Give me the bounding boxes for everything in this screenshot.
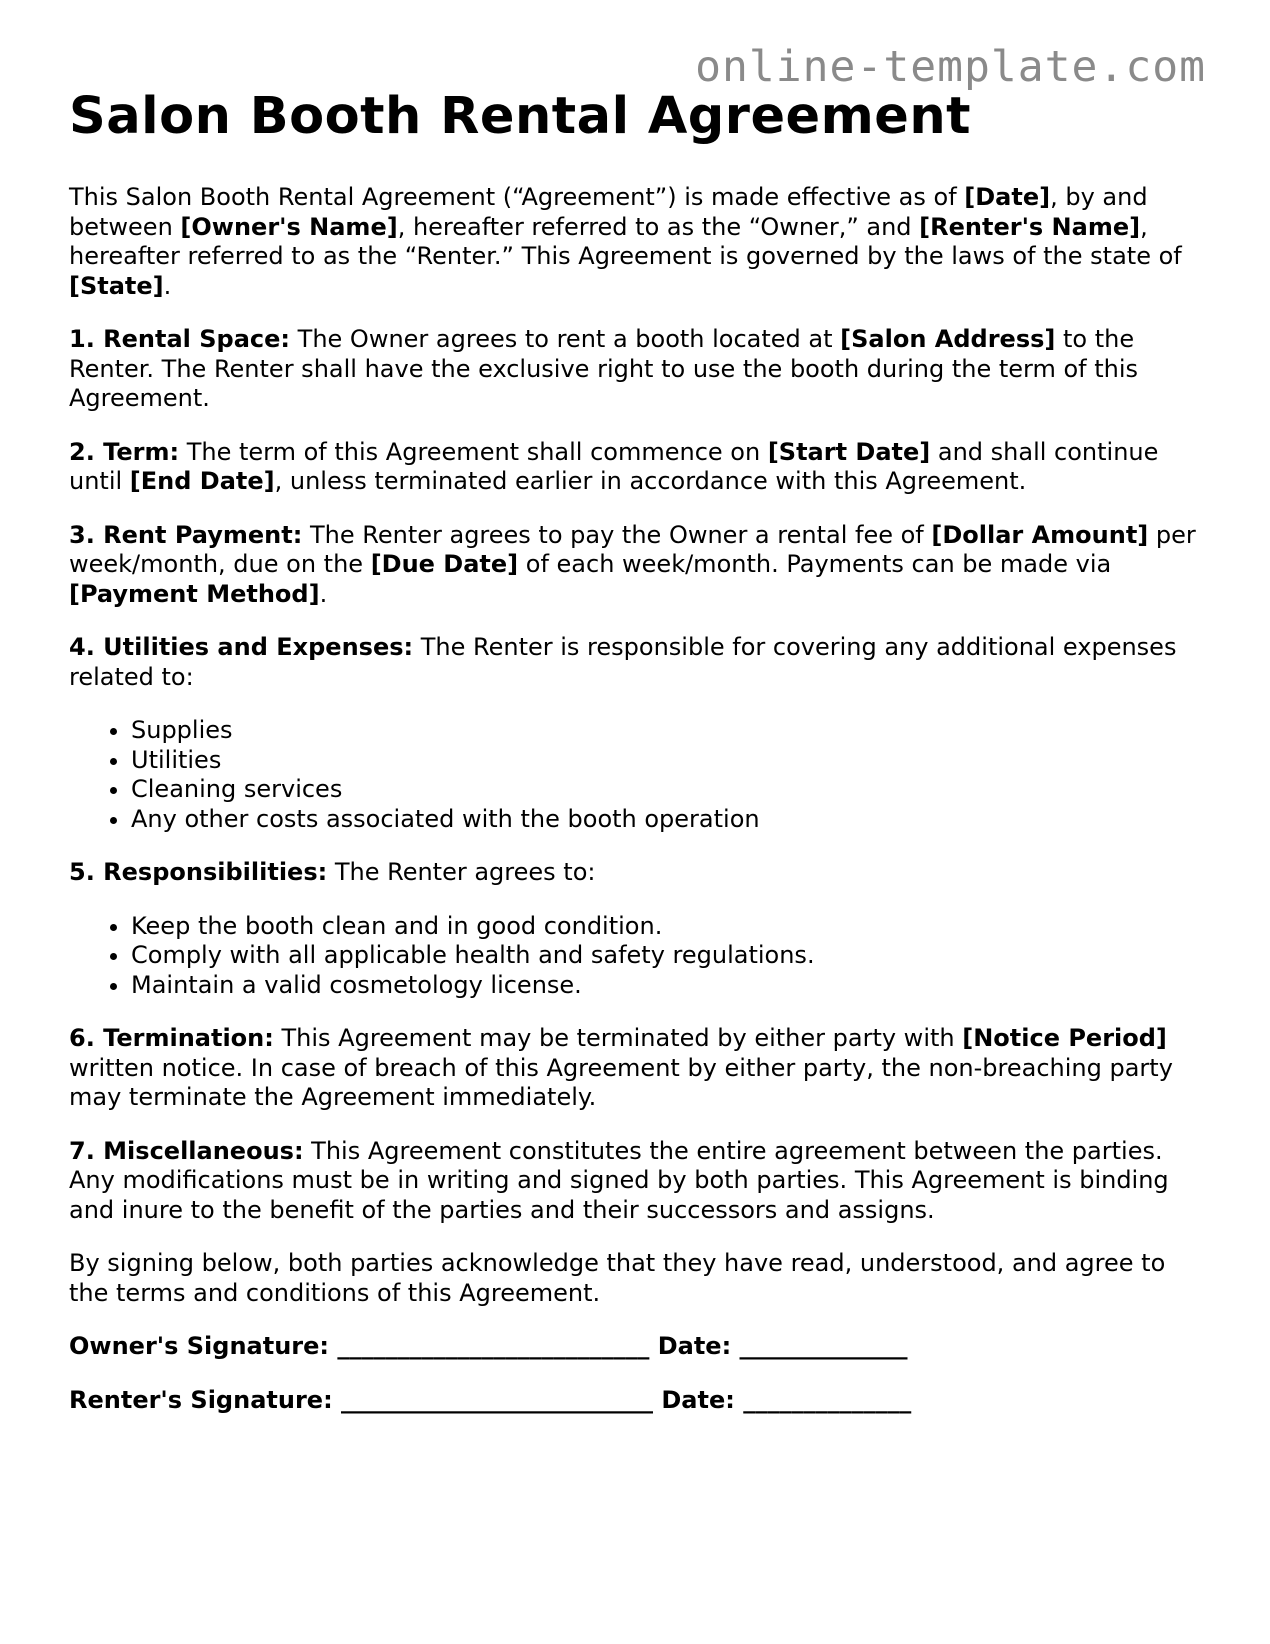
watermark: online-template.com	[695, 42, 1206, 92]
section-heading: 3. Rent Payment:	[69, 520, 303, 549]
end-date-placeholder: [End Date]	[129, 467, 275, 495]
list-item: • Comply with all applicable health and safety regulations.	[131, 941, 1209, 971]
list-item: • Maintain a valid cosmetology license.	[131, 971, 1209, 1001]
list-item: • Supplies	[131, 716, 1209, 746]
document	[69, 86, 1209, 1439]
page-title: Salon Booth Rental Agreement	[69, 87, 972, 146]
date-placeholder: [Date]	[964, 183, 1051, 211]
state-placeholder: [State]	[69, 271, 164, 300]
section-rent-payment: 3. Rent Payment: The Renter agrees to pay the Owner a rental fee of [Dollar Amount] per week/month, due on the [Due Date] of each week/month. Payments can be made via [Payment Method].	[69, 520, 1196, 608]
section-rental-space: 1. Rental Space: The Owner agrees to rent a booth located at [Salon Address] to the Renter. The Renter shall have the exclusive right to use the booth during the term of this Agreement.	[69, 325, 1139, 412]
section-heading: 4. Utilities and Expenses:	[69, 633, 414, 661]
payment-method-placeholder: [Payment Method]	[69, 579, 320, 608]
renter-name-placeholder: [Renter's Name]	[919, 212, 1141, 241]
salon-address-placeholder: [Salon Address]	[840, 325, 1056, 353]
due-date-placeholder: [Due Date]	[370, 550, 519, 578]
section-heading: 7. Miscellaneous:	[69, 1136, 304, 1165]
section-heading: 5. Responsibilities:	[69, 858, 328, 886]
section-heading: 2. Term:	[69, 437, 180, 466]
responsibilities-list	[69, 912, 1209, 1001]
list-item: • Keep the booth clean and in good condition.	[131, 912, 1209, 942]
notice-period-placeholder: [Notice Period]	[962, 1024, 1167, 1052]
intro-paragraph: This Salon Booth Rental Agreement (“Agreement”) is made effective as of [Date], by and between [Owner's Name], hereafter referred to as the “Owner,” and [Renter's Name], hereafter referred to as the “Renter.” This Agreement is governed by the laws of the state of [State].	[69, 183, 1182, 300]
renter-signature-line: Renter's Signature: __________________________ Date: ______________	[69, 1385, 912, 1414]
list-item: • Any other costs associated with the booth operation	[131, 805, 1209, 835]
section-miscellaneous: 7. Miscellaneous: This Agreement constitutes the entire agreement between the parties. Any modifications must be in writing and signed by both parties. This Agreement is binding and inure to the benefit of the parties and their successors and assigns.	[69, 1136, 1169, 1224]
dollar-amount-placeholder: [Dollar Amount]	[931, 520, 1149, 549]
section-heading: 6. Termination:	[69, 1024, 274, 1052]
closing-paragraph: By signing below, both parties acknowledge that they have read, understood, and agree to the terms and conditions of this Agreement.	[69, 1249, 1166, 1307]
start-date-placeholder: [Start Date]	[767, 437, 931, 466]
owner-signature-line: Owner's Signature: __________________________ Date: ______________	[69, 1332, 908, 1360]
list-item: • Cleaning services	[131, 775, 1209, 805]
utilities-list	[69, 716, 1209, 834]
list-item: • Utilities	[131, 746, 1209, 776]
section-heading: 1. Rental Space:	[69, 325, 291, 353]
owner-name-placeholder: [Owner's Name]	[180, 212, 398, 241]
section-utilities: 4. Utilities and Expenses: The Renter is responsible for covering any additional expenses related to:	[69, 633, 1177, 691]
section-term: 2. Term: The term of this Agreement shall commence on [Start Date] and shall continue until [End Date], unless terminated earlier in accordance with this Agreement.	[69, 437, 1159, 495]
section-termination: 6. Termination: This Agreement may be terminated by either party with [Notice Period] written notice. In case of breach of this Agreement by either party, the non-breaching party may terminate the Agreement immediately.	[69, 1024, 1173, 1111]
section-responsibilities: 5. Responsibilities: The Renter agrees to:	[69, 858, 596, 886]
